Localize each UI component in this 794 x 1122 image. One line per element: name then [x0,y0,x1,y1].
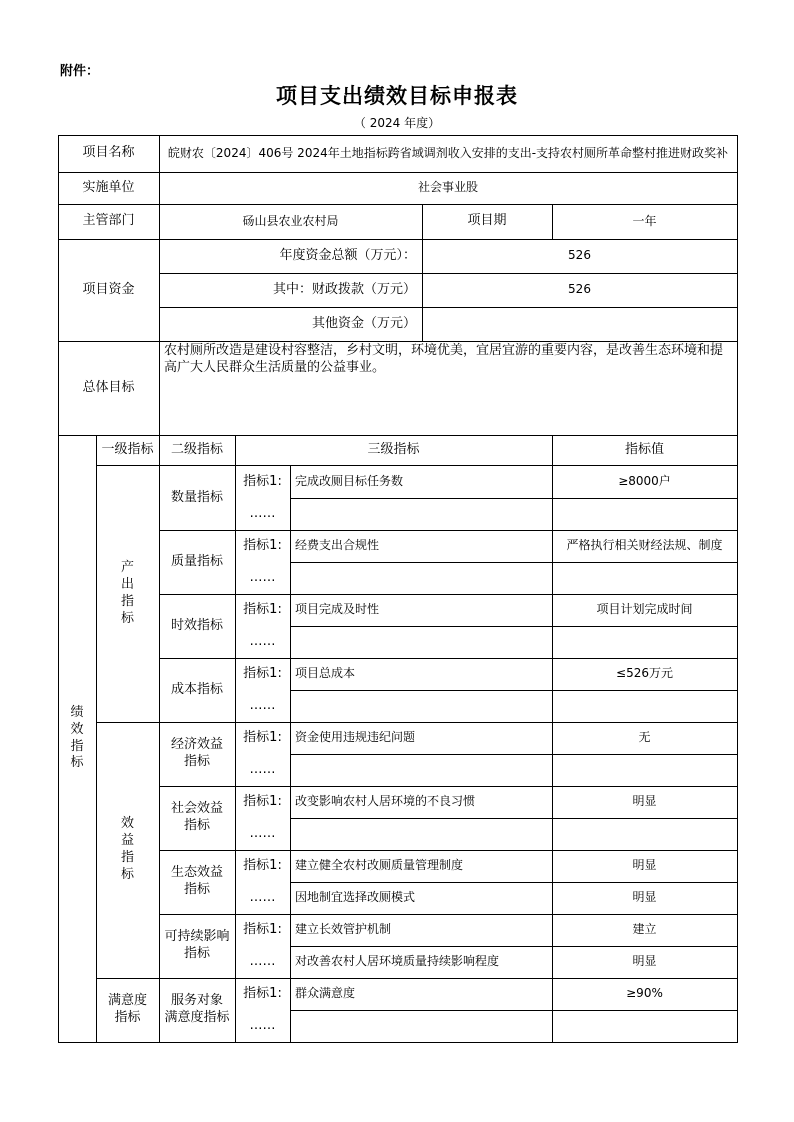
indicator-description: 因地制宜选择改厕模式 [295,890,416,905]
indicator-value: 无 [638,730,651,745]
indicator-label: …… [249,825,276,841]
group-label: 效 益 指 标 [120,816,134,882]
indicator-description: 改变影响农村人居环境的不良习惯 [295,794,476,809]
category-label: 生态效益 指标 [170,865,223,897]
attachment-label: 附件： [60,64,100,79]
group-label: 满意度 指标 [107,993,147,1025]
table-rule [290,914,291,979]
value-header: 指标值 [624,442,664,458]
indicator-value: ≥8000户 [618,474,671,489]
indicator-label: 指标1: [243,921,282,937]
table-rule [290,978,291,1043]
level2-header: 二级指标 [170,442,223,458]
indicator-label: …… [249,633,276,649]
group-label: 产 出 指 标 [120,560,134,626]
table-rule [290,658,291,723]
table-rule [290,786,291,851]
indicator-description: 建立长效管护机制 [295,922,392,937]
project-funds-label: 项目资金 [82,281,135,297]
table-rule [58,1042,738,1043]
project-name-value: 皖财农〔2024〕406号 2024年土地指标跨省域调剂收入安排的支出-支持农村厕所革命整村推进财政奖补 [167,145,729,160]
indicator-description: 资金使用违规违纪问题 [295,730,416,745]
indicator-label: 指标1: [243,857,282,873]
annual-total-label: 年度资金总额（万元）： [279,247,416,263]
indicator-value [552,754,737,786]
indicator-value [552,690,737,722]
indicator-description [290,626,552,658]
indicator-description: 项目总成本 [295,666,356,681]
indicator-label: …… [249,761,276,777]
other-funds-value [422,307,737,341]
supervising-dept-value: 砀山县农业农村局 [242,213,339,228]
implementing-unit-value: 社会事业股 [417,180,478,195]
indicator-value: 明显 [632,858,657,873]
table-rule [290,466,291,531]
category-label: 质量指标 [170,553,223,569]
other-funds-label: 其他资金（万元） [311,315,416,331]
indicator-value: 明显 [632,890,657,905]
indicator-value: 明显 [632,954,657,969]
category-label: 经济效益 指标 [170,737,223,769]
supervising-dept-label: 主管部门 [82,213,135,229]
indicator-description [290,1010,552,1042]
indicator-label: 指标1: [243,729,282,745]
level1-header: 一级指标 [101,442,154,458]
indicator-value: 严格执行相关财经法规、制度 [566,538,723,553]
indicator-description [290,690,552,722]
indicator-description [290,562,552,594]
indicator-label: 指标1: [243,985,282,1001]
indicator-description: 对改善农村人居环境质量持续影响程度 [295,954,500,969]
indicator-value [552,562,737,594]
indicator-label: …… [249,697,276,713]
table-rule [290,530,291,595]
indicator-label: 指标1: [243,793,282,809]
fiscal-value: 526 [568,282,591,297]
indicator-value: ≥90% [626,986,663,1001]
indicator-description: 完成改厕目标任务数 [295,474,404,489]
indicator-label: …… [249,889,276,905]
indicator-value [552,626,737,658]
indicator-value: 建立 [632,922,657,937]
indicator-value [552,818,737,850]
indicator-description [290,754,552,786]
indicator-label: …… [249,569,276,585]
table-rule [737,135,738,1043]
category-label: 时效指标 [170,617,223,633]
fiscal-label: 其中：财政拨款（万元） [272,281,416,297]
indicator-value: ≤526万元 [616,666,673,681]
indicator-value: 明显 [632,794,657,809]
indicator-description: 项目完成及时性 [295,602,380,617]
indicator-label: …… [249,505,276,521]
table-rule [290,594,291,659]
indicator-value: 项目计划完成时间 [596,602,693,617]
indicator-value [552,498,737,530]
category-label: 数量指标 [170,489,223,505]
overall-goal-label: 总体目标 [82,379,135,395]
category-label: 成本指标 [170,681,223,697]
indicator-label: 指标1: [243,601,282,617]
category-label: 服务对象 满意度指标 [164,993,230,1025]
indicator-label: …… [249,1017,276,1033]
indicator-description: 经费支出合规性 [295,538,380,553]
year-line: （ 2024 年度） [353,116,441,130]
level3-header: 三级指标 [367,442,420,458]
indicator-description: 群众满意度 [295,986,356,1001]
project-period-label: 项目期 [467,213,507,229]
category-label: 社会效益 指标 [170,801,223,833]
indicator-description [290,498,552,530]
indicator-description [290,818,552,850]
indicator-label: 指标1: [243,537,282,553]
indicator-value [552,1010,737,1042]
table-rule [290,850,291,915]
indicator-label: …… [249,953,276,969]
performance-indicator-label: 绩 效 指 标 [70,704,84,771]
page-title: 项目支出绩效目标申报表 [276,84,518,108]
indicator-description: 建立健全农村改厕质量管理制度 [295,858,464,873]
table-rule [290,722,291,787]
project-name-label: 项目名称 [82,145,135,161]
overall-goal-value: 农村厕所改造是建设村容整洁，乡村文明，环境优美，宜居宜游的重要内容，是改善生态环境和提高广大人民群众生活质量的公益事业。 [164,343,724,375]
indicator-label: 指标1: [243,473,282,489]
indicator-label: 指标1: [243,665,282,681]
category-label: 可持续影响 指标 [164,929,230,961]
annual-total-value: 526 [568,248,591,263]
implementing-unit-label: 实施单位 [82,179,135,195]
project-period-value: 一年 [632,213,657,228]
